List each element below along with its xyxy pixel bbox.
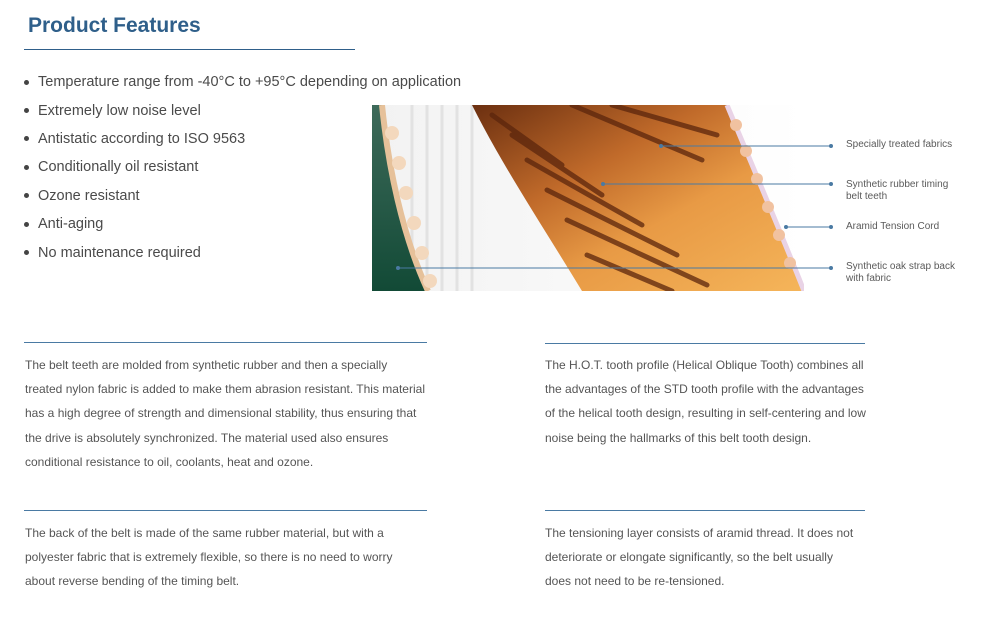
- callout-back-fabric: Synthetic oak strap back with fabric: [846, 261, 955, 284]
- feature-text: Antistatic according to ISO 9563: [38, 130, 246, 147]
- bullet-icon: [24, 165, 29, 170]
- page-title: Product Features: [28, 14, 201, 37]
- bullet-icon: [24, 222, 29, 227]
- callout-tension-cord: Aramid Tension Cord: [846, 221, 940, 232]
- feature-text: Anti-aging: [38, 216, 104, 233]
- feature-text: Conditionally oil resistant: [38, 159, 199, 176]
- belt-cross-section-photo: [372, 105, 804, 291]
- section-divider: [24, 510, 427, 511]
- bullet-icon: [24, 108, 29, 113]
- feature-text: Ozone resistant: [38, 187, 140, 204]
- section-divider: [545, 510, 865, 511]
- feature-text: Temperature range from -40°C to +95°C depending on application: [38, 74, 462, 91]
- bullet-icon: [24, 193, 29, 198]
- section-divider: [24, 342, 427, 343]
- hot-profile-description: The H.O.T. tooth profile (Helical Oblique Tooth) combines all the advantages of the STD tooth profile with the advantages of the helical tooth design, resulting in self-centering and low noise being the hallmarks of this belt tooth design.: [545, 358, 866, 445]
- back-description: The back of the belt is made of the same rubber material, but with a polyester fabric that is extremely flexible, so there is no need to worry about reverse bending of the timing belt.: [25, 526, 393, 589]
- callout-teeth: Synthetic rubber timing belt teeth: [846, 179, 949, 202]
- feature-text: No maintenance required: [38, 244, 201, 261]
- bullet-icon: [24, 80, 29, 85]
- section-divider: [545, 343, 865, 344]
- teeth-description: The belt teeth are molded from synthetic rubber and then a specially treated nylon fabric is added to make them abrasion resistant. This material has a high degree of strength and dimensional stability, thus ensuring that the drive is absolutely synchronized. The material used also ensures conditional resistance to oil, coolants, heat and ozone.: [25, 358, 425, 469]
- tension-description: The tensioning layer consists of aramid thread. It does not deteriorate or elongate significantly, so the belt usually does not need to be re-tensioned.: [545, 526, 854, 589]
- list-item: [24, 68, 461, 96]
- feature-text: Extremely low noise level: [38, 102, 201, 119]
- bullet-icon: [24, 250, 29, 255]
- title-underline: [24, 49, 355, 50]
- bullet-icon: [24, 136, 29, 141]
- callout-fabrics: Specially treated fabrics: [846, 139, 953, 150]
